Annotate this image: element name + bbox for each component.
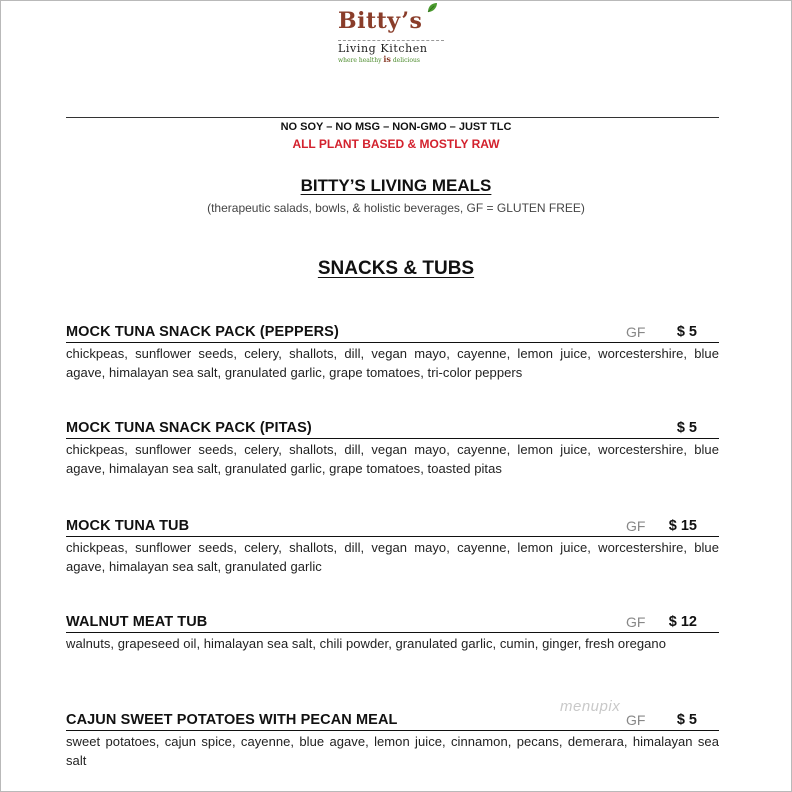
menu-item-header <box>66 516 719 537</box>
leaf-icon <box>426 2 438 14</box>
menu-item-name: MOCK TUNA SNACK PACK (PITAS) <box>66 420 312 436</box>
gluten-free-badge: GF <box>626 518 646 534</box>
menu-item-header <box>66 418 719 439</box>
logo-subtitle: Living Kitchen <box>338 40 444 55</box>
logo-tagline-prefix: where healthy <box>338 57 382 64</box>
section-title <box>0 258 792 280</box>
gluten-free-badge: GF <box>626 324 646 340</box>
logo-tagline-suffix: delicious <box>392 57 420 64</box>
gluten-free-badge: GF <box>626 712 646 728</box>
menu-item <box>66 710 719 770</box>
menu-item-description: sweet potatoes, cajun spice, cayenne, blue agave, lemon juice, cinnamon, pecans, demerara, himalayan sea salt <box>66 734 719 768</box>
menu-item-name: CAJUN SWEET POTATOES WITH PECAN MEAL <box>66 712 398 728</box>
menu-item-description: chickpeas, sunflower seeds, celery, shallots, dill, vegan mayo, cayenne, lemon juice, worcestershire, blue agave, himalayan sea salt, granulated garlic, grape tomatoes, toasted pitas <box>66 442 719 476</box>
menu-item <box>66 612 719 653</box>
menu-item-price: $ 5 <box>676 324 697 340</box>
menu-item-name: MOCK TUNA SNACK PACK (PEPPERS) <box>66 324 339 340</box>
menu-item-description: chickpeas, sunflower seeds, celery, shallots, dill, vegan mayo, cayenne, lemon juice, worcestershire, blue agave, himalayan sea salt, granulated garlic <box>66 540 719 574</box>
menu-item-name: WALNUT MEAT TUB <box>66 614 208 630</box>
menu-item-header <box>66 612 719 633</box>
menu-item-description: chickpeas, sunflower seeds, celery, shallots, dill, vegan mayo, cayenne, lemon juice, worcestershire, blue agave, himalayan sea salt, granulated garlic, grape tomatoes, tri-color peppers <box>66 346 719 380</box>
menu-item <box>66 418 719 478</box>
watermark: menupix <box>560 698 621 715</box>
logo-title <box>338 8 450 34</box>
logo-tagline-highlight: is <box>383 54 391 64</box>
dietary-tagline: NO SOY – NO MSG – NON-GMO – JUST TLC <box>280 121 512 133</box>
menu-item-price: $ 12 <box>668 614 697 630</box>
logo-name: Bitty’s <box>338 8 423 34</box>
menu-item-description: walnuts, grapeseed oil, himalayan sea salt, chili powder, granulated garlic, cumin, ginger, fresh oregano <box>66 636 666 651</box>
gluten-free-badge: GF <box>626 614 646 630</box>
menu-item-header <box>66 710 719 731</box>
logo <box>338 8 450 66</box>
header-divider <box>66 117 719 118</box>
meals-title <box>0 176 792 196</box>
menu-item <box>66 322 719 382</box>
meals-title-text: BITTY’S LIVING MEALS <box>300 176 492 195</box>
meals-subtitle: (therapeutic salads, bowls, & holistic beverages, GF = GLUTEN FREE) <box>207 201 585 215</box>
menu-item-price: $ 5 <box>676 420 697 436</box>
menu-item-price: $ 5 <box>676 712 697 728</box>
section-title-text: SNACKS & TUBS <box>317 258 475 279</box>
menu-item <box>66 516 719 576</box>
menu-item-name: MOCK TUNA TUB <box>66 518 190 534</box>
menu-item-price: $ 15 <box>668 518 697 534</box>
plant-based-notice: ALL PLANT BASED & MOSTLY RAW <box>292 137 500 151</box>
menu-item-header <box>66 322 719 343</box>
logo-tagline <box>338 55 450 65</box>
